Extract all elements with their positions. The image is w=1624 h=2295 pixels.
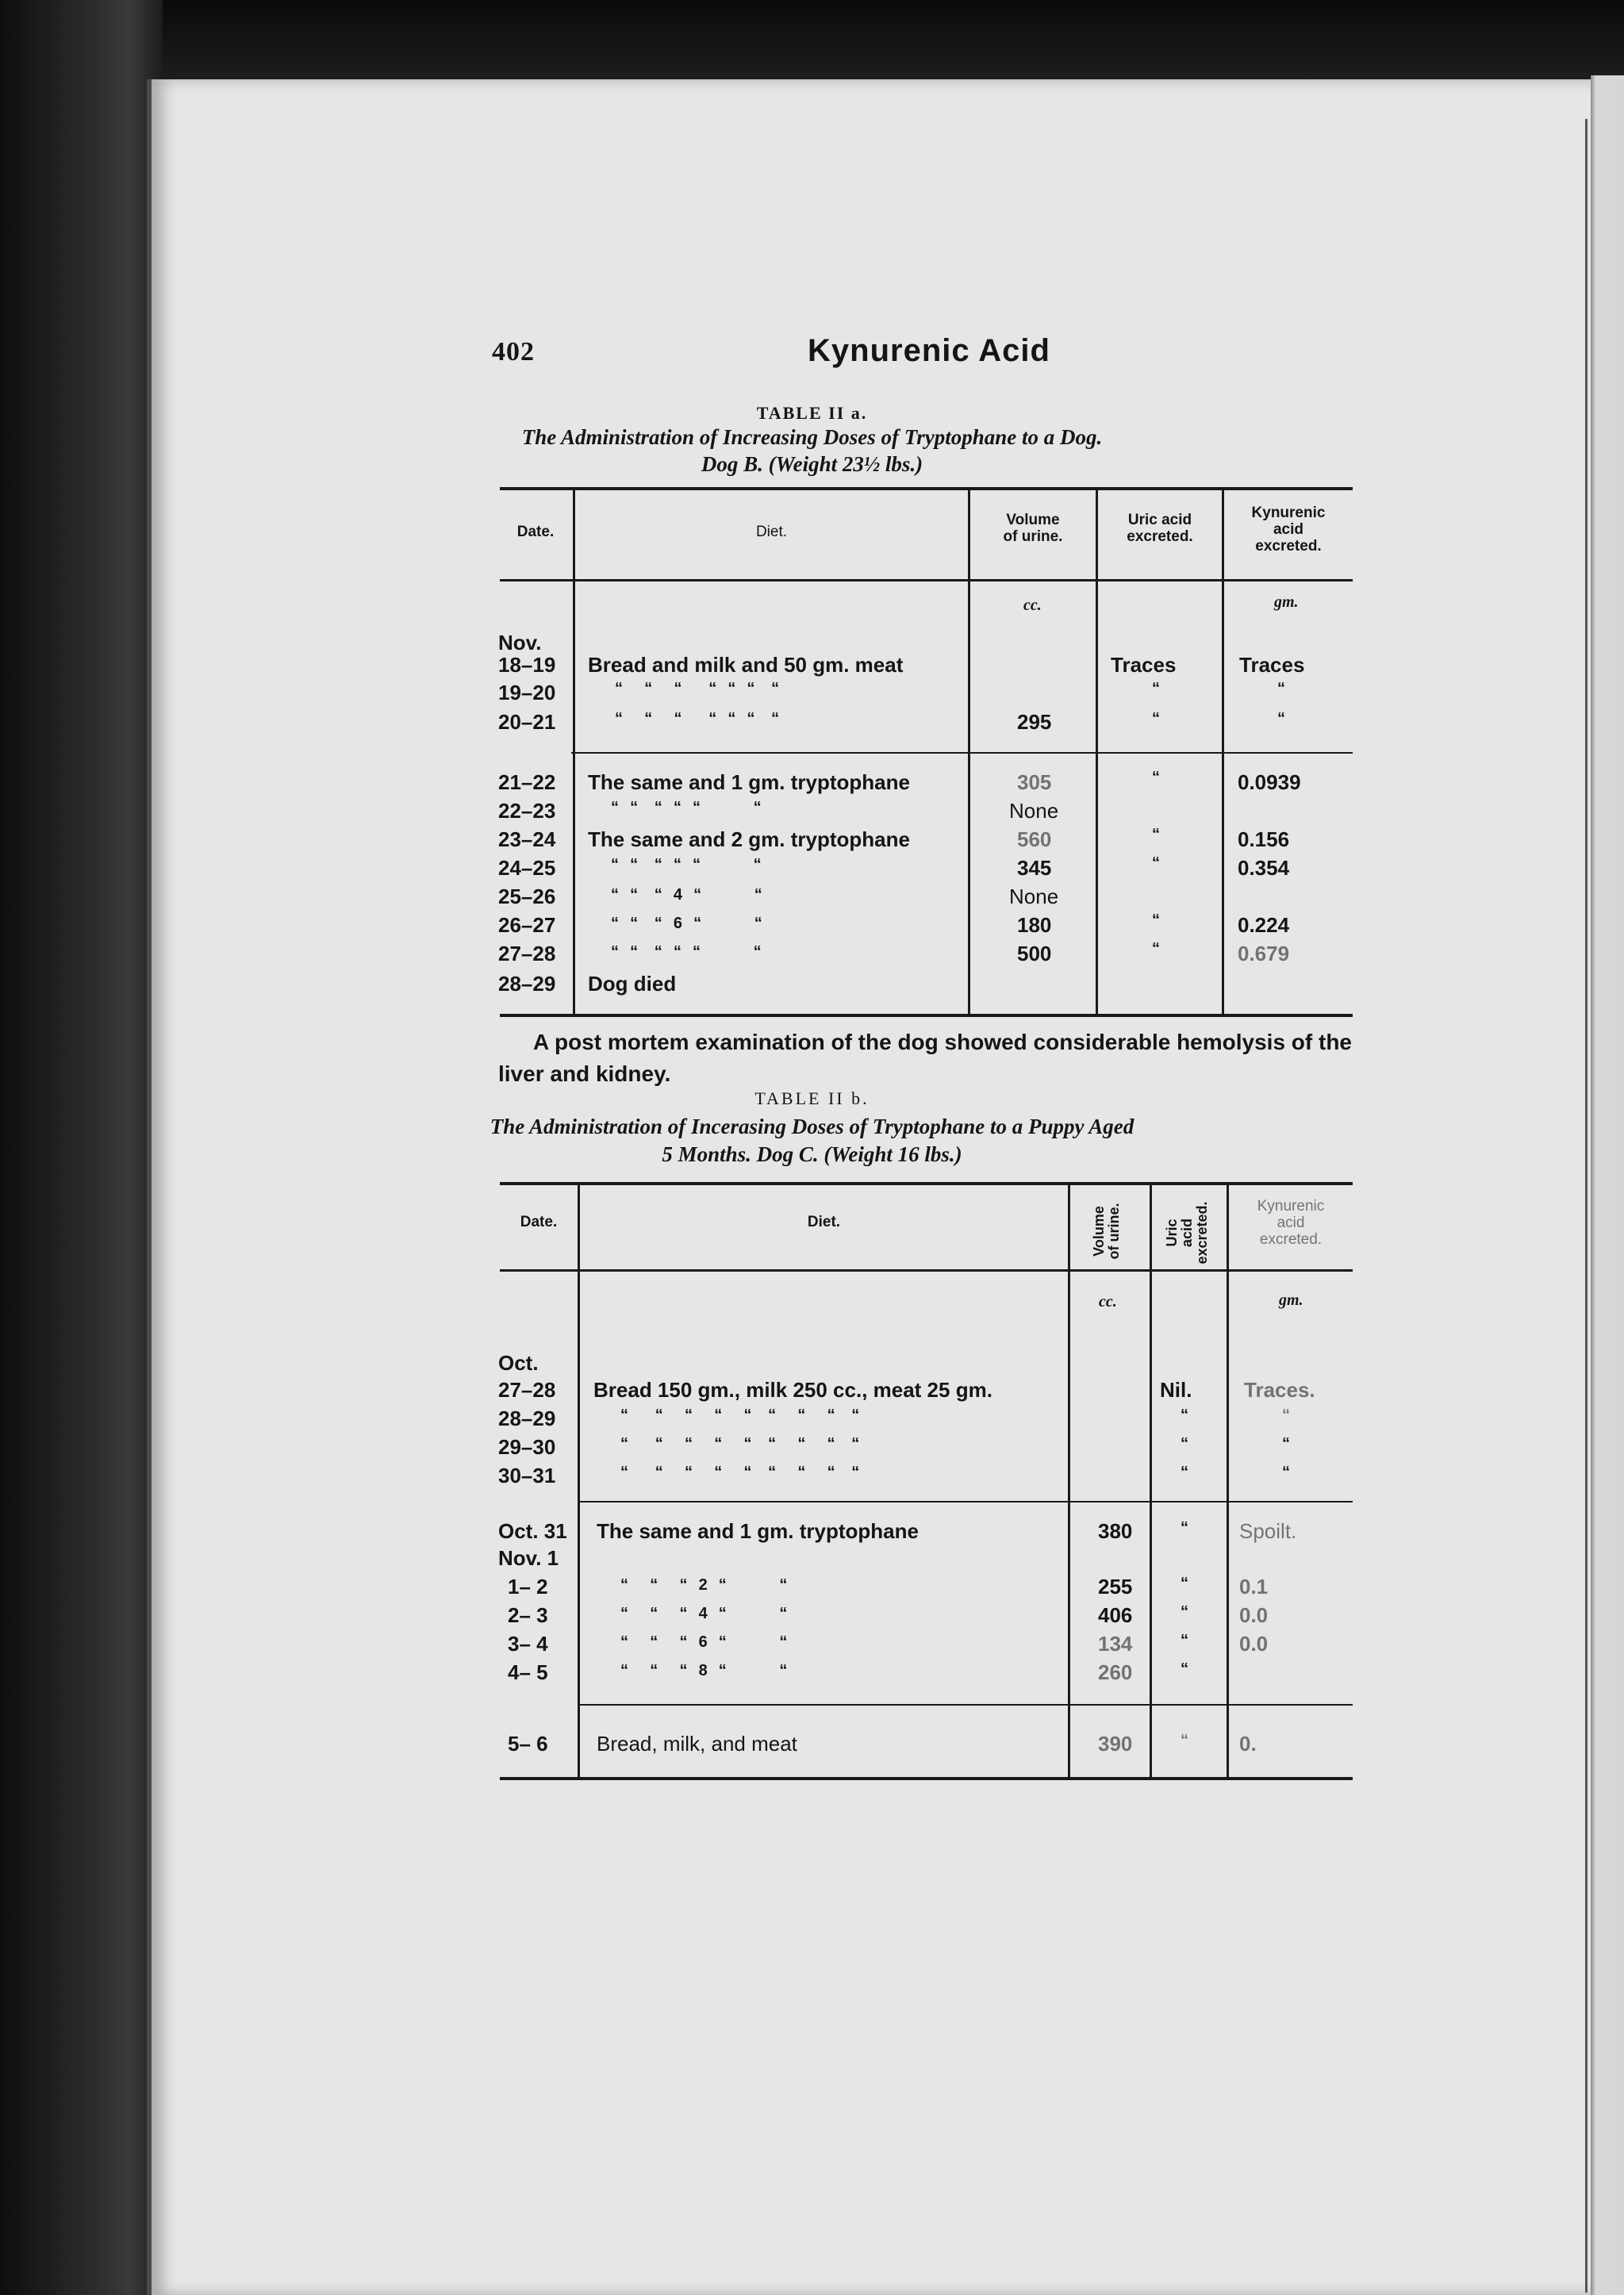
table-a-row3-diet: “ “ “ “ “ “ “ — [615, 710, 781, 727]
table-b-row7-volume: 255 — [1098, 1575, 1133, 1598]
table-a-row10-kyn: 0.679 — [1238, 942, 1290, 965]
table-a-row7-kyn: 0.354 — [1238, 856, 1290, 880]
paragraph-line2: liver and kidney. — [498, 1061, 671, 1086]
table-a-caption-line1: The Administration of Increasing Doses of Tryptophane to a Dog. — [521, 425, 1103, 449]
table-b-row5-date: Oct. 31 — [498, 1519, 567, 1543]
table-b-row10-uric: “ — [1181, 1660, 1188, 1678]
table-a-row2-kyn: “ — [1277, 680, 1285, 697]
table-b-row9-diet: “ “ “ 6 “ “ — [620, 1633, 789, 1651]
table-b-header-volume-line1: Volume — [1091, 1206, 1107, 1257]
table-a-header-diet: Diet. — [755, 524, 788, 540]
table-b-vrule-1 — [578, 1185, 580, 1777]
table-b-row8-volume: 406 — [1098, 1603, 1133, 1627]
table-a-header-kyn-line3: excreted. — [1255, 538, 1322, 555]
table-a-header-uric-line2: excreted. — [1127, 528, 1193, 545]
table-b-row1-kyn: Traces. — [1244, 1378, 1315, 1402]
table-a-row6-date: 23–24 — [498, 827, 556, 851]
table-b-row6-date: Nov. 1 — [498, 1546, 559, 1570]
table-a-row9-volume: 180 — [1017, 913, 1052, 937]
table-b-row2-diet: “ “ “ “ “ “ “ “ “ — [620, 1407, 861, 1424]
table-a-vrule-1 — [573, 490, 575, 1014]
table-a-row3-kyn: “ — [1277, 710, 1285, 727]
paragraph-line1: A post mortem examination of the dog showed considerable hemolysis of the — [533, 1030, 1353, 1054]
table-b-row2-kyn: “ — [1282, 1407, 1290, 1424]
table-a-row8-diet: “ “ “ 4 “ “ — [611, 886, 763, 904]
table-a-row7-date: 24–25 — [498, 856, 556, 880]
table-a-vrule-4 — [1222, 490, 1224, 1014]
table-b-row9-uric: “ — [1181, 1632, 1188, 1649]
table-a-group-rule — [571, 752, 1353, 754]
table-a-row1-date: 18–19 — [498, 653, 556, 677]
table-a-row4-uric: “ — [1152, 769, 1160, 786]
table-a-row5-diet: “ “ “ “ “ “ — [611, 799, 762, 816]
table-b-row3-diet: “ “ “ “ “ “ “ “ “ — [620, 1435, 861, 1453]
table-b-caption-line2: 5 Months. Dog C. (Weight 16 lbs.) — [662, 1142, 962, 1166]
table-a-top-rule — [500, 487, 1353, 490]
table-a-row7-uric: “ — [1152, 854, 1160, 872]
table-a-label: TABLE II a. — [756, 403, 868, 423]
table-a-vrule-3 — [1096, 490, 1098, 1014]
table-b-vrule-4 — [1227, 1185, 1229, 1777]
table-a-row4-date: 21–22 — [498, 770, 556, 794]
table-a-row10-diet: “ “ “ “ “ “ — [611, 943, 762, 961]
table-b-group-rule-2 — [579, 1704, 1353, 1706]
table-a-row2-uric: “ — [1152, 680, 1160, 697]
table-b-row11-kyn: 0. — [1239, 1732, 1257, 1756]
table-a-row7-volume: 345 — [1017, 856, 1052, 880]
table-b-header-kyn-line3: excreted. — [1259, 1231, 1323, 1248]
table-a-row1-uric: Traces — [1111, 653, 1177, 677]
table-b-row5-uric: “ — [1181, 1519, 1188, 1537]
table-b-row4-date: 30–31 — [498, 1464, 556, 1487]
table-b-header-volume-line2: of urine. — [1106, 1203, 1122, 1260]
table-a-header-volume-line2: of urine. — [1003, 528, 1063, 545]
table-b-row2-date: 28–29 — [498, 1407, 556, 1430]
table-b-row4-diet: “ “ “ “ “ “ “ “ “ — [620, 1464, 861, 1481]
table-b-row7-diet: “ “ “ 2 “ “ — [620, 1576, 789, 1594]
table-b-header-rule — [500, 1269, 1353, 1272]
table-a-caption-line2: Dog B. (Weight 23½ lbs.) — [701, 452, 923, 476]
table-a-row3-date: 20–21 — [498, 710, 556, 734]
table-b-row2-uric: “ — [1181, 1407, 1188, 1424]
table-b-row9-kyn: 0.0 — [1239, 1632, 1269, 1656]
table-a-row8-volume: None — [1009, 885, 1059, 908]
table-b-month: Oct. — [498, 1351, 539, 1375]
table-a-header-rule — [500, 579, 1353, 581]
table-a-row9-kyn: 0.224 — [1238, 913, 1290, 937]
table-b-row5-kyn: Spoilt. — [1239, 1519, 1297, 1543]
table-a-row4-kyn: 0.0939 — [1238, 770, 1301, 794]
table-b-row5-volume: 380 — [1098, 1519, 1133, 1543]
table-a-header-kyn-line2: acid — [1273, 521, 1304, 538]
table-b-row8-uric: “ — [1181, 1603, 1188, 1621]
table-a-row11-diet: Dog died — [588, 972, 677, 996]
table-a-row10-uric: “ — [1152, 940, 1160, 958]
table-b-row8-diet: “ “ “ 4 “ “ — [620, 1605, 789, 1622]
table-b-row3-date: 29–30 — [498, 1435, 556, 1459]
table-a-month: Nov. — [498, 631, 542, 654]
table-a-row1-diet: Bread and milk and 50 gm. meat — [588, 653, 904, 677]
table-a-row9-uric: “ — [1152, 911, 1160, 929]
table-b-row7-kyn: 0.1 — [1239, 1575, 1269, 1598]
table-a-row11-date: 28–29 — [498, 972, 556, 996]
table-a-unit-kyn: gm. — [1274, 593, 1299, 611]
table-b-row4-uric: “ — [1181, 1464, 1188, 1481]
table-b-row1-date: 27–28 — [498, 1378, 556, 1402]
table-b-row5-diet: The same and 1 gm. tryptophane — [597, 1519, 919, 1543]
table-a-row1-kyn: Traces — [1239, 653, 1305, 677]
table-a-row3-volume: 295 — [1017, 710, 1052, 734]
table-a-row10-volume: 500 — [1017, 942, 1052, 965]
table-b-row11-diet: Bread, milk, and meat — [597, 1732, 797, 1756]
table-b-row7-date: 1– 2 — [508, 1575, 548, 1598]
table-a-header-kyn-line1: Kynurenic — [1251, 505, 1326, 521]
table-b-row9-date: 3– 4 — [508, 1632, 548, 1656]
table-b-bottom-rule — [500, 1777, 1353, 1780]
table-b-row4-kyn: “ — [1282, 1464, 1290, 1481]
table-b-vrule-2 — [1068, 1185, 1070, 1777]
table-a-row6-diet: The same and 2 gm. tryptophane — [588, 827, 910, 851]
table-b-row3-kyn: “ — [1282, 1435, 1290, 1453]
table-a-header-volume — [970, 512, 1096, 545]
table-b-header-uric-line1: Uric — [1164, 1218, 1180, 1247]
table-a-header-date: Date. — [516, 524, 555, 540]
table-b-header-date: Date. — [520, 1214, 558, 1230]
table-b-group-rule-1 — [579, 1501, 1353, 1502]
table-b-row9-volume: 134 — [1098, 1632, 1133, 1656]
table-b-row8-kyn: 0.0 — [1239, 1603, 1269, 1627]
table-a-row2-date: 19–20 — [498, 681, 556, 704]
table-a-unit-volume: cc. — [1023, 597, 1042, 614]
table-b-caption-line1: The Administration of Incerasing Doses of Tryptophane to a Puppy Aged — [490, 1115, 1134, 1138]
table-a-row4-volume: 305 — [1017, 770, 1052, 794]
table-b-label: TABLE II b. — [754, 1088, 870, 1108]
table-a-header-kyn — [1224, 505, 1353, 555]
table-a-bottom-rule — [500, 1014, 1353, 1017]
table-b-row11-uric: “ — [1181, 1732, 1188, 1749]
table-a-row10-date: 27–28 — [498, 942, 556, 965]
table-b-row10-diet: “ “ “ 8 “ “ — [620, 1662, 789, 1679]
table-a-row6-uric: “ — [1152, 826, 1160, 843]
table-b-header-uric — [1165, 1187, 1212, 1279]
table-a-header-volume-line1: Volume — [1006, 512, 1060, 528]
table-b-header-kyn — [1229, 1198, 1353, 1248]
table-b-row10-date: 4– 5 — [508, 1660, 548, 1684]
table-b-unit-kyn: gm. — [1279, 1291, 1303, 1309]
scan-top-shadow — [0, 0, 1624, 83]
page-number: 402 — [492, 337, 535, 367]
table-a-row5-volume: None — [1009, 799, 1059, 823]
running-title: Kynurenic Acid — [808, 333, 1050, 368]
table-b-row8-date: 2– 3 — [508, 1603, 548, 1627]
table-b-header-uric-line3: excreted. — [1194, 1201, 1210, 1265]
table-b-header-kyn-line1: Kynurenic — [1257, 1198, 1325, 1215]
table-b-header-uric-line2: acid — [1179, 1218, 1195, 1248]
table-a-header-uric — [1098, 512, 1222, 545]
table-a-row6-volume: 560 — [1017, 827, 1052, 851]
table-a-header-uric-line1: Uric acid — [1127, 512, 1192, 528]
table-a-row9-date: 26–27 — [498, 913, 556, 937]
table-a-row7-diet: “ “ “ “ “ “ — [611, 856, 762, 873]
table-b-row1-uric: Nil. — [1160, 1378, 1192, 1402]
table-a-row6-kyn: 0.156 — [1238, 827, 1290, 851]
table-b-row3-uric: “ — [1181, 1435, 1188, 1453]
table-a-vrule-2 — [968, 490, 970, 1014]
table-b-header-diet: Diet. — [807, 1214, 841, 1230]
table-b-row10-volume: 260 — [1098, 1660, 1133, 1684]
table-a-row5-date: 22–23 — [498, 799, 556, 823]
table-b-unit-volume: cc. — [1099, 1293, 1117, 1311]
table-b-row7-uric: “ — [1181, 1575, 1188, 1592]
table-b-header-kyn-line2: acid — [1277, 1215, 1305, 1231]
table-b-top-rule — [500, 1182, 1353, 1185]
table-a-row9-diet: “ “ “ 6 “ “ — [611, 915, 763, 932]
table-b-row1-diet: Bread 150 gm., milk 250 cc., meat 25 gm. — [593, 1378, 992, 1402]
table-b-row11-date: 5– 6 — [508, 1732, 548, 1756]
table-a-row3-uric: “ — [1152, 710, 1160, 727]
table-b-row11-volume: 390 — [1098, 1732, 1133, 1756]
table-a-row8-date: 25–26 — [498, 885, 556, 908]
table-a-row4-diet: The same and 1 gm. tryptophane — [588, 770, 910, 794]
table-a-row2-diet: “ “ “ “ “ “ “ — [615, 680, 781, 697]
table-b-vrule-3 — [1150, 1185, 1152, 1777]
table-b-header-volume — [1092, 1184, 1127, 1279]
